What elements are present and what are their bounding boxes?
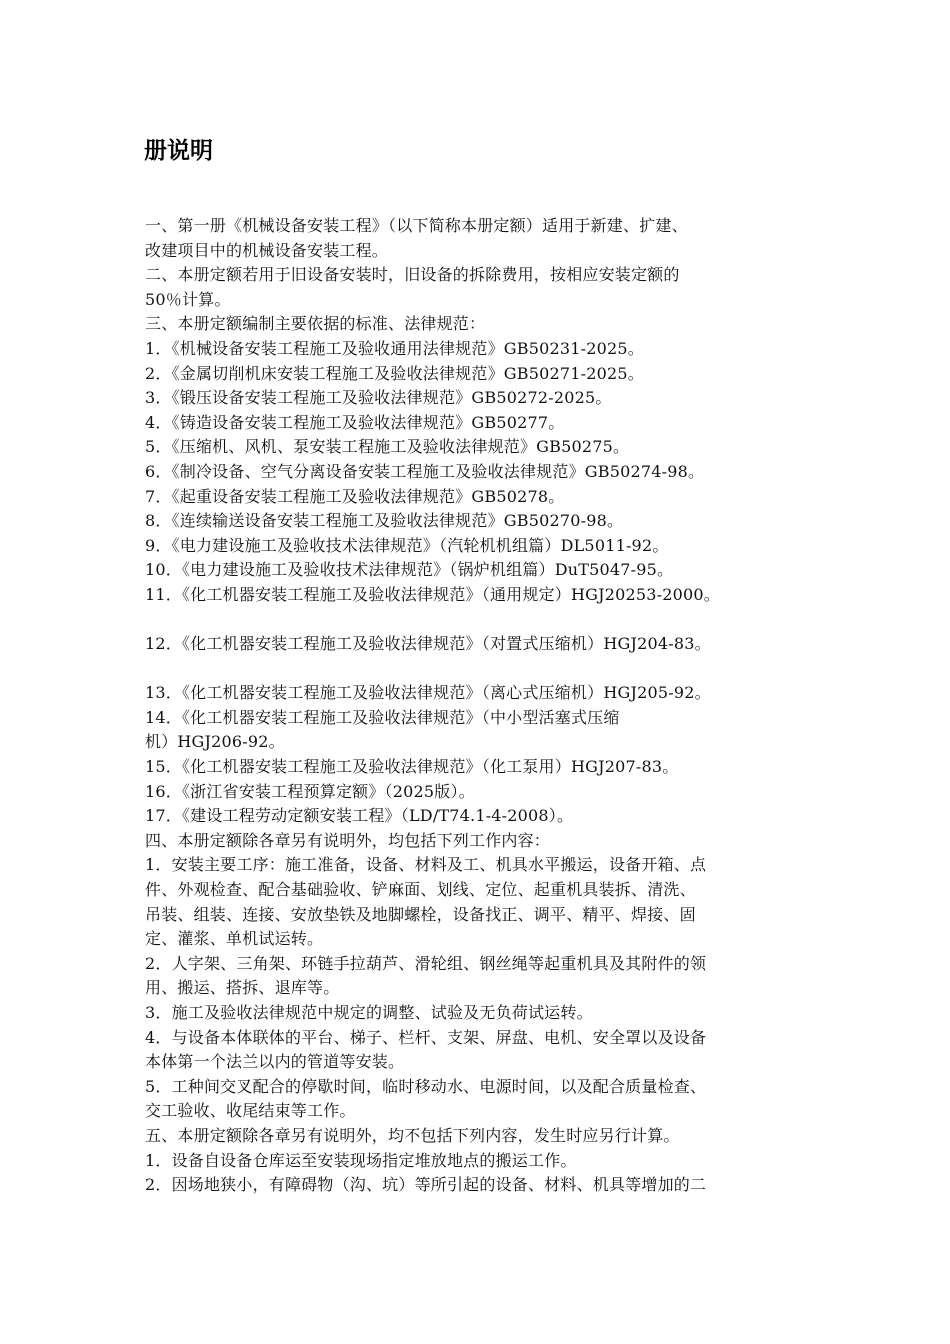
text-line: 2．因场地狭小，有障碍物（沟、坑）等所引起的设备、材料、机具等增加的二: [145, 1175, 707, 1195]
text-line: 11．《化工机器安装工程施工及验收法律规范》（通用规定）HGJ20253-2000。: [145, 584, 720, 604]
text-line: 吊装、组装、连接、安放垫铁及地脚螺栓，设备找正、调平、精平、焊接、固: [145, 904, 696, 924]
document-body: [145, 214, 813, 1198]
page-title: 册说明: [144, 138, 213, 164]
text-line: 2．人字架、三角架、环链手拉葫芦、滑轮组、钢丝绳等起重机具及其附件的领: [145, 953, 707, 973]
text-line: 5．工种间交叉配合的停歇时间，临时移动水、电源时间，以及配合质量检查、: [145, 1076, 707, 1096]
text-line: 9．《电力建设施工及验收技术法律规范》（汽轮机机组篇）DL5011-92。: [145, 535, 669, 555]
text-line: 12．《化工机器安装工程施工及验收法律规范》（对置式压缩机）HGJ204-83。: [145, 634, 711, 654]
text-line: 3．施工及验收法律规范中规定的调整、试验及无负荷试运转。: [145, 1003, 593, 1022]
text-line: 二、本册定额若用于旧设备安装时，旧设备的拆除费用，按相应安装定额的: [145, 265, 680, 285]
text-line: 五、本册定额除各章另有说明外，均不包括下列内容，发生时应另行计算。: [145, 1125, 680, 1145]
text-line: 4．《铸造设备安装工程施工及验收法律规范》GB50277。: [145, 412, 565, 432]
text-line: 三、本册定额编制主要依据的标准、法律规范：: [145, 314, 486, 334]
text-line: 交工验收、收尾结束等工作。: [145, 1101, 356, 1121]
text-line: 定、灌浆、单机试运转。: [145, 929, 324, 949]
text-line: 7．《起重设备安装工程施工及验收法律规范》GB50278。: [145, 486, 565, 506]
text-line: 1．安装主要工序：施工准备，设备、材料及工、机具水平搬运，设备开箱、点: [145, 855, 707, 875]
blank-line: [145, 657, 813, 682]
text-line: 17．《建设工程劳动定额安装工程》（LD/T74.1-4-2008）。: [145, 806, 574, 826]
text-line: 5．《压缩机、风机、泵安装工程施工及验收法律规范》GB50275。: [145, 437, 630, 457]
text-line: 6．《制冷设备、空气分离设备安装工程施工及验收法律规范》GB50274-98。: [145, 461, 705, 481]
text-line: 机）HGJ206-92。: [145, 732, 285, 752]
blank-line: [145, 608, 813, 633]
text-line: 14．《化工机器安装工程施工及验收法律规范》（中小型活塞式压缩: [145, 707, 620, 727]
text-line: 1．设备自设备仓库运至安装现场指定堆放地点的搬运工作。: [145, 1150, 577, 1170]
text-line: 用、搬运、搭拆、退库等。: [145, 978, 340, 998]
text-line: 8．《连续输送设备安装工程施工及验收法律规范》GB50270-98。: [145, 511, 624, 531]
text-line: 4．与设备本体联体的平台、梯子、栏杆、支架、屏盘、电机、安全罩以及设备: [145, 1027, 707, 1047]
text-line: 一、第一册《机械设备安装工程》（以下简称本册定额）适用于新建、扩建、: [145, 216, 688, 235]
text-line: 13．《化工机器安装工程施工及验收法律规范》（离心式压缩机）HGJ205-92。: [145, 683, 711, 703]
text-line: 1．《机械设备安装工程施工及验收通用法律规范》GB50231-2025。: [145, 338, 644, 358]
text-line: 四、本册定额除各章另有说明外，均包括下列工作内容：: [145, 830, 551, 850]
text-line: 件、外观检查、配合基础验收、铲麻面、划线、定位、起重机具装拆、清洗、: [145, 880, 696, 900]
text-line: 改建项目中的机械设备安装工程。: [145, 240, 389, 260]
text-line: 本体第一个法兰以内的管道等安装。: [145, 1052, 405, 1072]
text-line: 16．《浙江省安装工程预算定额》（2025版）。: [145, 781, 475, 801]
text-line: 50％计算。: [145, 289, 231, 309]
text-line: 3．《锻压设备安装工程施工及验收法律规范》GB50272-2025。: [145, 388, 612, 408]
text-line: 15．《化工机器安装工程施工及验收法律规范》（化工泵用）HGJ207-83。: [145, 757, 679, 777]
text-line: 10．《电力建设施工及验收技术法律规范》（锅炉机组篇）DuT5047-95。: [145, 560, 674, 580]
text-line: 2．《金属切削机床安装工程施工及验收法律规范》GB50271-2025。: [145, 363, 644, 383]
